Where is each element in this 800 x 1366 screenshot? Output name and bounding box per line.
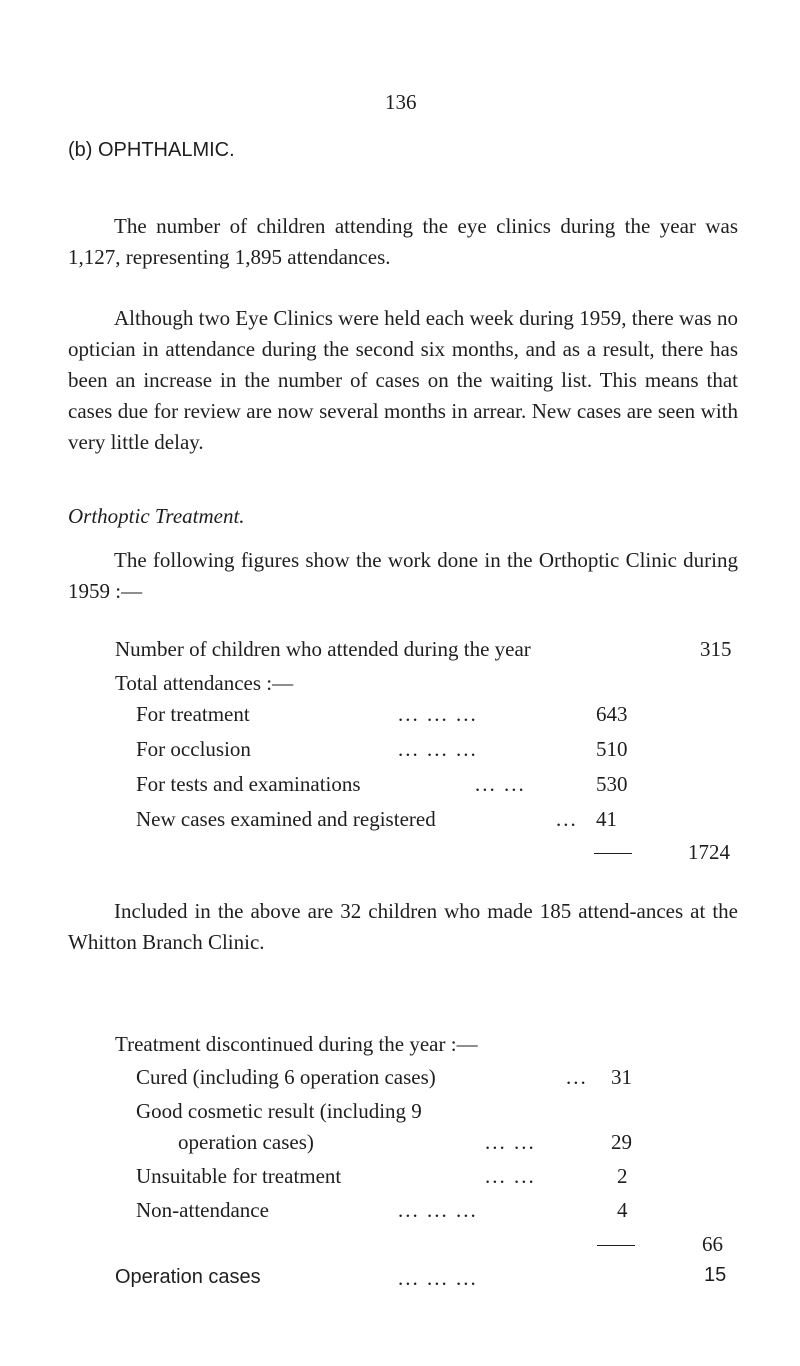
attendance-row-label: For occlusion	[136, 737, 251, 761]
discontinued-row-value: 31	[611, 1065, 632, 1089]
total-attendances-label: Total attendances :—	[115, 671, 294, 695]
subtotal-rule	[594, 853, 632, 854]
attendance-row-value: 510	[596, 737, 628, 761]
attendance-row-label: For tests and examinations	[136, 772, 361, 796]
operation-cases-label: Operation cases	[115, 1266, 261, 1288]
page-number: 136	[385, 90, 417, 114]
discontinued-row-label: Non-attendance	[136, 1198, 269, 1222]
attendance-row-value: 41	[596, 807, 617, 831]
discontinued-row-value: 4	[617, 1198, 628, 1222]
discontinued-row-value: 2	[617, 1164, 628, 1188]
leader-dots: ... ... ...	[398, 1266, 478, 1290]
children-attended-label: Number of children who attended during the year	[115, 637, 531, 661]
discontinued-row-label-continued: operation cases)	[178, 1130, 314, 1154]
orthoptic-heading: Orthoptic Treatment.	[68, 504, 245, 528]
operation-cases-value: 15	[704, 1264, 727, 1286]
section-title: (b) OPHTHALMIC.	[68, 139, 235, 161]
discontinued-row-label: Good cosmetic result (including 9	[136, 1099, 422, 1123]
leader-dots: ... ...	[485, 1164, 536, 1188]
attendances-total: 1724	[688, 840, 730, 864]
discontinued-heading: Treatment discontinued during the year :—	[115, 1032, 478, 1056]
discontinued-total: 66	[702, 1232, 723, 1256]
attendance-row-value: 643	[596, 702, 628, 726]
attendance-row-label: New cases examined and registered	[136, 807, 436, 831]
paragraph-attendance-text: The number of children attending the eye clinics during the year was 1,127, representing 1,895 attendances.	[68, 214, 738, 269]
orthoptic-intro	[68, 545, 738, 607]
discontinued-row-value: 29	[611, 1130, 632, 1154]
leader-dots: ... ...	[475, 772, 526, 796]
children-attended-value: 315	[700, 637, 732, 661]
discontinued-row-label: Unsuitable for treatment	[136, 1164, 342, 1188]
leader-dots: ...	[556, 807, 578, 831]
paragraph-eye-clinics-text: Although two Eye Clinics were held each week during 1959, there was no optician in attendance during the second six months, and as a result, there has been an increase in the number of cases on the waiting list. This means that cases due for review are now several months in arrear. New cases are seen with very little delay.	[68, 306, 738, 454]
leader-dots: ... ...	[485, 1130, 536, 1154]
leader-dots: ... ... ...	[398, 737, 478, 761]
leader-dots: ... ... ...	[398, 702, 478, 726]
discontinued-row-label: Cured (including 6 operation cases)	[136, 1065, 436, 1089]
paragraph-eye-clinics	[68, 303, 738, 458]
paragraph-attendance	[68, 211, 738, 273]
attendance-row-label: For treatment	[136, 702, 250, 726]
whitton-note	[68, 896, 738, 958]
orthoptic-intro-text: The following figures show the work done in the Orthoptic Clinic during 1959 :—	[68, 548, 738, 603]
subtotal-rule	[597, 1245, 635, 1246]
whitton-note-text: Included in the above are 32 children who made 185 attend-ances at the Whitton Branch Clinic.	[68, 899, 738, 954]
attendance-row-value: 530	[596, 772, 628, 796]
leader-dots: ... ... ...	[398, 1198, 478, 1222]
leader-dots: ...	[566, 1065, 588, 1089]
